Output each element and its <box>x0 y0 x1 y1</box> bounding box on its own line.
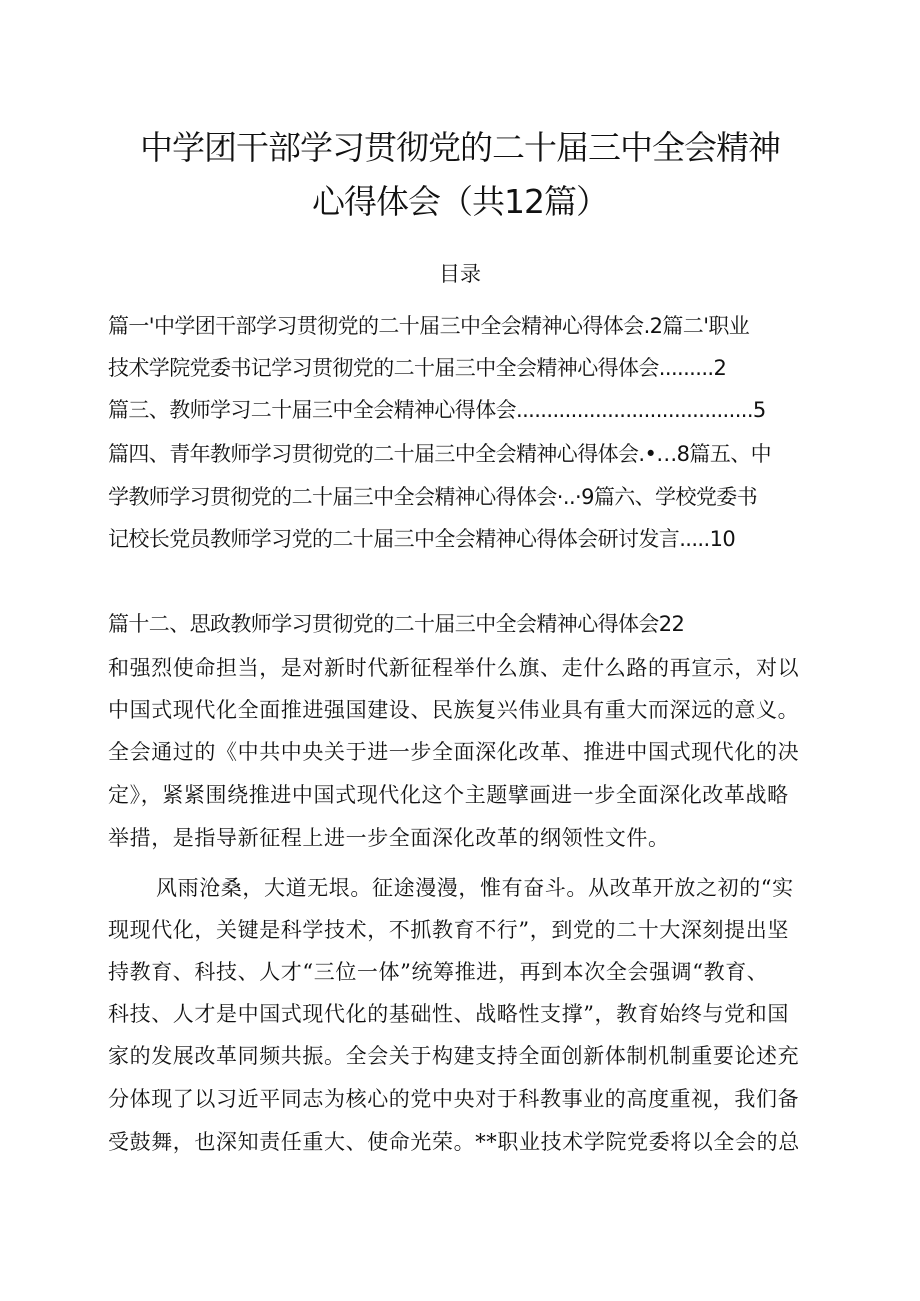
paragraph-line: 分体现了以习近平同志为核心的党中央对于科教事业的高度重视，我们备 <box>108 1087 800 1111</box>
toc-line[interactable]: 篇四、青年教师学习贯彻党的二十届三中全会精神心得体会.•…8篇五、中 <box>108 442 772 466</box>
toc-line[interactable]: 记校长党员教师学习党的二十届三中全会精神心得体会研讨发言.....10 <box>108 527 736 551</box>
paragraph-line: 中国式现代化全面推进强国建设、民族复兴伟业具有重大而深远的意义。 <box>108 698 800 722</box>
paragraph-line: 现现代化，关键是科学技术，不抓教育不行”，到党的二十大深刻提出坚 <box>108 918 789 942</box>
paragraph-line: 受鼓舞，也深知责任重大、使命光荣。**职业技术学院党委将以全会的总 <box>108 1130 800 1154</box>
paragraph-line: 定》，紧紧围绕推进中国式现代化这个主题擘画进一步全面深化改革战略 <box>108 783 789 807</box>
paragraph-line: 科技、人才是中国式现代化的基础性、战略性支撑”，教育始终与党和国 <box>108 1002 789 1026</box>
paragraph-line: 和强烈使命担当，是对新时代新征程举什么旗、走什么路的再宣示，对以 <box>108 656 800 680</box>
paragraph-line: 举措，是指导新征程上进一步全面深化改革的纲领性文件。 <box>108 826 670 850</box>
toc-line[interactable]: 技术学院党委书记学习贯彻党的二十届三中全会精神心得体会.........2 <box>108 356 727 380</box>
toc-line[interactable]: 篇一'中学团干部学习贯彻党的二十届三中全会精神心得体会.2篇二'职业 <box>108 314 750 338</box>
paragraph-line: 持教育、科技、人才“三位一体”统筹推进，再到本次全会强调“教育、 <box>108 960 769 984</box>
paragraph-line: 全会通过的《中共中央关于进一步全面深化改革、推进中国式现代化的决 <box>108 740 800 764</box>
document-title-line-2: 心得体会（共12篇） <box>312 182 608 221</box>
paragraph-line: 风雨沧桑，大道无垠。征途漫漫，惟有奋斗。从改革开放之初的“实 <box>156 876 794 900</box>
toc-line[interactable]: 篇三、教师学习二十届三中全会精神心得体会.......................................5 <box>108 398 766 422</box>
toc-line[interactable]: 学教师学习贯彻党的二十届三中全会精神心得体会·..·9篇六、学校党委书 <box>108 485 758 509</box>
paragraph-line: 家的发展改革同频共振。全会关于构建支持全面创新体制机制重要论述充 <box>108 1044 800 1068</box>
toc-line[interactable]: 篇十二、思政教师学习贯彻党的二十届三中全会精神心得体会22 <box>108 612 685 636</box>
toc-heading: 目录 <box>439 262 481 286</box>
document-title-line-1: 中学团干部学习贯彻党的二十届三中全会精神 <box>140 128 780 167</box>
